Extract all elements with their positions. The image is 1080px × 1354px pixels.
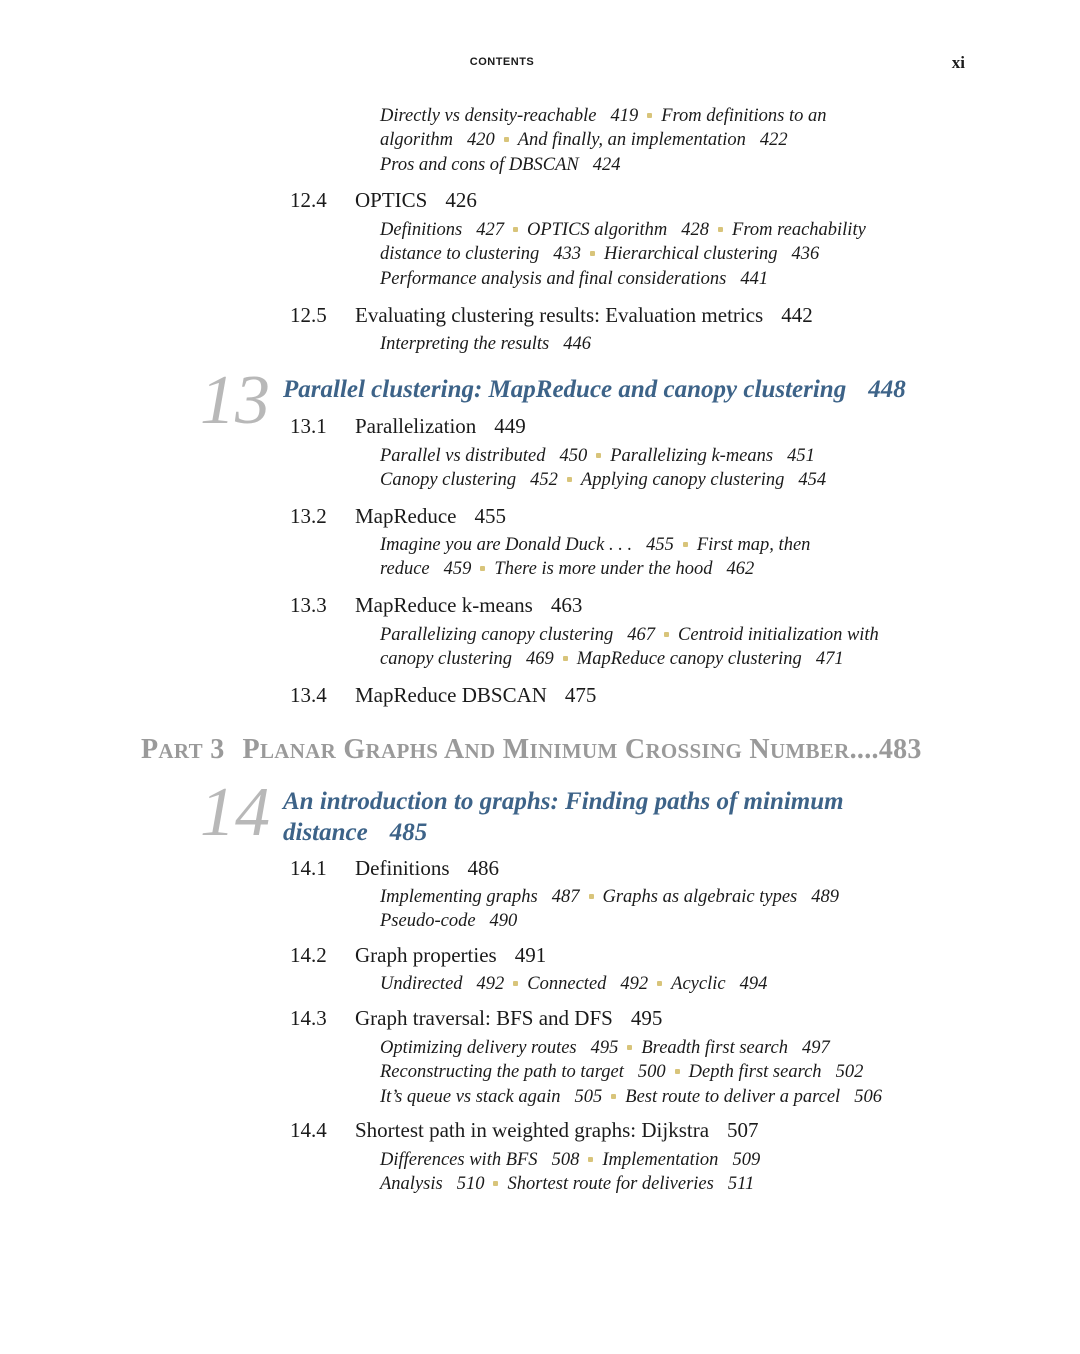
section-title[interactable]: MapReduce k-means 463 (355, 593, 583, 617)
subsection-line (380, 1085, 882, 1109)
subsection-line (380, 557, 810, 581)
subsection-page: 490 (489, 911, 518, 932)
subsection-title[interactable]: Parallel vs distributed (380, 446, 546, 466)
section-page: 426 (445, 188, 477, 212)
section-title[interactable]: Graph traversal: BFS and DFS 495 (355, 1006, 663, 1030)
subsection-title[interactable]: Reconstructing the path to target (380, 1062, 624, 1083)
subsection-line (380, 1148, 760, 1172)
section-number: 14.4 (290, 1118, 327, 1142)
subsection-title[interactable]: Connected (527, 974, 607, 994)
subsection-page: 492 (620, 974, 649, 994)
subsection-list (380, 885, 839, 934)
section-number: 14.3 (290, 1006, 327, 1030)
subsection-page: 506 (854, 1086, 882, 1107)
bullet-separator-icon (647, 113, 652, 118)
section-page: 475 (564, 683, 597, 707)
subsection-line (380, 533, 810, 557)
subsection-title[interactable]: Definitions (380, 220, 463, 240)
subsection-page: 467 (627, 625, 656, 645)
bullet-separator-icon (589, 894, 594, 899)
subsection-title[interactable]: Directly vs density-reachable (380, 106, 597, 126)
subsection-title[interactable]: Applying canopy clustering (580, 470, 785, 491)
chapter-title[interactable]: Parallel clustering: MapReduce and canopy clustering 448 (283, 376, 906, 403)
subsection-title[interactable]: Pros and cons of DBSCAN (380, 154, 579, 175)
chapter-title[interactable]: An introduction to graphs: Finding paths of minimum distance 485 (283, 788, 844, 846)
subsection-page: 505 (574, 1086, 603, 1107)
subsection-line (380, 972, 767, 996)
part-heading[interactable] (141, 734, 922, 766)
subsection-title[interactable]: Acyclic (671, 974, 726, 994)
subsection-title[interactable]: canopy clustering (380, 649, 513, 670)
subsection-line (380, 267, 866, 291)
chapter-page: 485 (389, 819, 428, 846)
subsection-page: 433 (553, 244, 582, 265)
bullet-separator-icon (657, 981, 662, 986)
subsection-page: 508 (551, 1150, 580, 1170)
subsection-title[interactable]: Undirected (380, 974, 463, 994)
section-title[interactable]: Evaluating clustering results: Evaluation metrics 442 (355, 303, 813, 327)
part-title: PLANAR GRAPHS AND MINIMUM CROSSING NUMBER (242, 734, 850, 765)
section-page: 449 (494, 414, 526, 438)
subsection-page: 420 (466, 130, 495, 151)
subsection-page: 497 (802, 1038, 830, 1058)
section-page: 495 (630, 1006, 663, 1030)
subsection-line (380, 218, 866, 242)
bullet-separator-icon (596, 453, 601, 458)
subsection-page: 427 (476, 220, 504, 240)
subsection-list (380, 1036, 882, 1109)
section-page: 486 (467, 856, 499, 880)
section-number: 12.4 (290, 188, 327, 212)
bullet-separator-icon (588, 1157, 593, 1162)
subsection-title[interactable]: Implementing graphs (380, 887, 538, 907)
subsection-line (380, 242, 866, 266)
subsection-title[interactable]: MapReduce canopy clustering (576, 649, 802, 670)
subsection-list (380, 332, 591, 356)
section-number: 13.3 (290, 593, 327, 617)
subsection-page: 419 (610, 106, 639, 126)
running-header-title: CONTENTS (469, 56, 535, 68)
section-number: 14.2 (290, 943, 327, 967)
subsection-title[interactable]: Analysis (380, 1174, 443, 1195)
bullet-separator-icon (480, 566, 485, 571)
subsection-page: 489 (811, 887, 839, 907)
subsection-title[interactable]: It’s queue vs stack again (380, 1086, 561, 1107)
subsection-page: 446 (563, 334, 591, 354)
bullet-separator-icon (513, 227, 518, 232)
subsection-title[interactable]: Implementation (602, 1150, 719, 1170)
subsection-page: 492 (476, 974, 505, 994)
subsection-list (380, 533, 810, 582)
subsection-page: 422 (759, 130, 788, 151)
subsection-page: 424 (592, 154, 621, 175)
subsection-title[interactable]: algorithm (380, 130, 453, 151)
subsection-line (380, 332, 591, 356)
subsection-page: 451 (787, 446, 815, 466)
subsection-title[interactable]: Breadth first search (641, 1038, 788, 1058)
subsection-line (380, 444, 826, 468)
subsection-page: 471 (815, 649, 844, 670)
subsection-page: 428 (681, 220, 710, 240)
subsection-page: 511 (727, 1174, 755, 1195)
subsection-title[interactable]: From reachability (732, 220, 866, 240)
bullet-separator-icon (504, 137, 509, 142)
subsection-page: 495 (590, 1038, 619, 1058)
subsection-title[interactable]: First map, then (696, 535, 811, 555)
subsection-title[interactable]: Best route to deliver a parcel (625, 1086, 841, 1107)
subsection-title[interactable]: Imagine you are Donald Duck . . . (380, 535, 633, 555)
subsection-line (380, 885, 839, 909)
bullet-separator-icon (513, 981, 518, 986)
subsection-title[interactable]: Centroid initialization with (678, 625, 879, 645)
bullet-separator-icon (493, 1181, 498, 1186)
subsection-line (380, 153, 827, 177)
bullet-separator-icon (611, 1094, 616, 1099)
subsection-line (380, 1060, 882, 1084)
subsection-page: 502 (835, 1062, 864, 1083)
subsection-title[interactable]: Interpreting the results (380, 334, 550, 354)
subsection-line (380, 1036, 882, 1060)
bullet-separator-icon (627, 1045, 632, 1050)
subsection-title[interactable]: reduce (380, 559, 430, 580)
subsection-line (380, 468, 826, 492)
section-title[interactable]: Definitions 486 (355, 856, 499, 880)
subsection-page: 487 (551, 887, 580, 907)
subsection-title[interactable]: Differences with BFS (380, 1150, 538, 1170)
subsection-page: 462 (726, 559, 755, 580)
subsection-line (380, 909, 839, 933)
subsection-line (380, 647, 879, 671)
part-leader: .... (849, 734, 879, 765)
subsection-page: 494 (739, 974, 768, 994)
subsection-line (380, 104, 827, 128)
subsection-title[interactable]: Graphs as algebraic types (602, 887, 798, 907)
subsection-page: 500 (637, 1062, 666, 1083)
subsection-page: 436 (791, 244, 820, 265)
section-title[interactable]: Parallelization 449 (355, 414, 526, 438)
part-label: PART 3 (141, 734, 225, 765)
subsection-title[interactable]: And finally, an implementation (517, 130, 746, 151)
subsection-page: 459 (443, 559, 472, 580)
bullet-separator-icon (567, 477, 572, 482)
subsection-title[interactable]: Performance analysis and final considerations (380, 268, 727, 289)
subsection-page: 455 (646, 535, 674, 555)
bullet-separator-icon (718, 227, 723, 232)
subsection-title[interactable]: Shortest route for deliveries (507, 1174, 714, 1195)
section-number: 14.1 (290, 856, 327, 880)
section-title[interactable]: MapReduce 455 (355, 504, 506, 528)
section-title[interactable]: Graph properties 491 (355, 943, 547, 967)
subsection-title[interactable]: Hierarchical clustering (604, 244, 778, 265)
subsection-title[interactable]: Parallelizing k-means (610, 446, 774, 466)
subsection-title[interactable]: distance to clustering (380, 244, 540, 265)
subsection-list (380, 218, 866, 291)
section-number: 13.2 (290, 504, 327, 528)
subsection-page: 454 (798, 470, 827, 491)
part-page: 483 (878, 734, 922, 765)
subsection-title[interactable]: Depth first search (688, 1062, 822, 1083)
subsection-list (380, 444, 826, 493)
section-page: 442 (781, 303, 813, 327)
section-page: 507 (727, 1118, 759, 1142)
subsection-page: 441 (740, 268, 769, 289)
subsection-list (380, 1148, 760, 1197)
subsection-page: 450 (559, 446, 588, 466)
subsection-list (380, 623, 879, 672)
section-number: 13.1 (290, 414, 327, 438)
subsection-list (380, 104, 827, 177)
chapter-number: 13 (200, 362, 270, 439)
subsection-title[interactable]: Pseudo-code (380, 911, 476, 932)
chapter-number: 14 (200, 774, 270, 851)
subsection-title[interactable]: Optimizing delivery routes (380, 1038, 577, 1058)
subsection-page: 469 (526, 649, 554, 670)
bullet-separator-icon (664, 632, 669, 637)
subsection-line (380, 1172, 760, 1196)
subsection-line (380, 128, 827, 152)
subsection-title[interactable]: From definitions to an (661, 106, 827, 126)
section-number: 12.5 (290, 303, 327, 327)
section-title[interactable]: MapReduce DBSCAN 475 (355, 683, 597, 707)
chapter-page: 448 (868, 376, 906, 403)
bullet-separator-icon (590, 251, 595, 256)
page-number: xi (951, 53, 965, 72)
bullet-separator-icon (563, 656, 568, 661)
bullet-separator-icon (675, 1069, 680, 1074)
section-page: 455 (474, 504, 506, 528)
subsection-page: 452 (530, 470, 558, 491)
section-number: 13.4 (290, 683, 327, 707)
section-title[interactable]: Shortest path in weighted graphs: Dijkstra 507 (355, 1118, 759, 1142)
section-page: 463 (550, 593, 583, 617)
section-title[interactable]: OPTICS 426 (355, 188, 477, 212)
section-page: 491 (514, 943, 547, 967)
bullet-separator-icon (683, 542, 688, 547)
subsection-line (380, 623, 879, 647)
subsection-title[interactable]: OPTICS algorithm (526, 220, 668, 240)
subsection-title[interactable]: There is more under the hood (494, 559, 713, 580)
subsection-title[interactable]: Canopy clustering (380, 470, 517, 491)
subsection-page: 510 (456, 1174, 485, 1195)
subsection-list (380, 972, 767, 996)
subsection-page: 509 (732, 1150, 761, 1170)
subsection-title[interactable]: Parallelizing canopy clustering (380, 625, 614, 645)
